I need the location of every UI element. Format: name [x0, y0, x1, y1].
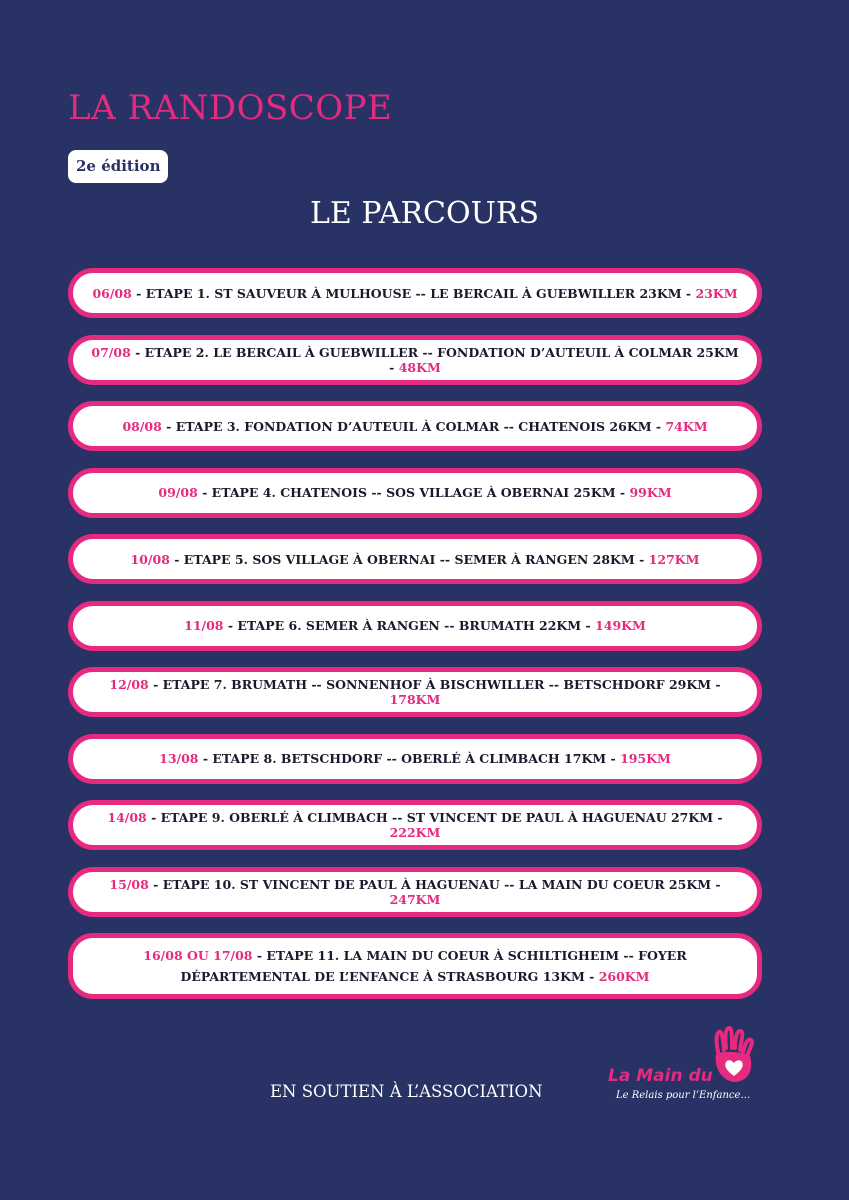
stage-cumulative-distance: 247KM — [389, 891, 441, 907]
stage-cumulative-distance: 99KM — [629, 485, 672, 500]
stage-cumulative-distance: 48KM — [398, 359, 441, 375]
stage-card-7: 12/08 - ETAPE 7. BRUMATH -- SONNENHOF À BISCHWILLER -- BETSCHDORF 29KM - 178KM — [68, 667, 762, 717]
stage-date: 08/08 — [122, 418, 162, 434]
stage-cumulative-distance: 74KM — [665, 418, 708, 434]
stage-card-9: 14/08 - ETAPE 9. OBERLÉ À CLIMBACH -- ST VINCENT DE PAUL À HAGUENAU 27KM - 222KM — [68, 800, 762, 850]
stage-description: ETAPE 7. BRUMATH -- SONNENHOF À BISCHWILLER -- BETSCHDORF 29KM — [162, 677, 712, 692]
stage-description: ETAPE 11. LA MAIN DU COEUR À SCHILTIGHEIM -- FOYER DÉPARTEMENTAL DE L’ENFANCE À STRASBOURG 13KM — [180, 948, 687, 984]
stage-card-4: 09/08 - ETAPE 4. CHATENOIS -- SOS VILLAGE À OBERNAI 25KM - 99KM — [68, 468, 762, 518]
stage-description: ETAPE 1. ST SAUVEUR À MULHOUSE -- LE BERCAIL À GUEBWILLER 23KM — [145, 285, 682, 301]
stage-date: 13/08 — [159, 751, 199, 766]
stage-card-2: 07/08 - ETAPE 2. LE BERCAIL À GUEBWILLER -- FONDATION D’AUTEUIL À COLMAR 25KM - 48KM — [68, 335, 762, 385]
stage-card-11: 16/08 OU 17/08 - ETAPE 11. LA MAIN DU COEUR À SCHILTIGHEIM -- FOYER DÉPARTEMENTAL DE L’ENFANCE À STRASBOURG 13KM - 260KM — [68, 933, 762, 999]
stage-description: ETAPE 2. LE BERCAIL À GUEBWILLER -- FONDATION D’AUTEUIL À COLMAR 25KM — [144, 344, 739, 360]
stage-description: ETAPE 3. FONDATION D’AUTEUIL À COLMAR -- CHATENOIS 26KM — [175, 418, 652, 434]
association-logo — [608, 1026, 758, 1110]
stage-date: 06/08 — [92, 285, 132, 301]
stage-date: 14/08 — [107, 810, 147, 825]
stage-date: 07/08 — [91, 344, 131, 360]
stage-date: 15/08 — [109, 876, 149, 892]
stage-date: 10/08 — [130, 551, 170, 567]
stage-date: 16/08 OU 17/08 — [143, 948, 253, 963]
page-title: LA RANDOSCOPE — [68, 88, 393, 128]
stage-date: 11/08 — [184, 618, 224, 633]
stage-description: ETAPE 5. SOS VILLAGE À OBERNAI -- SEMER À RANGEN 28KM — [183, 551, 635, 567]
stage-list — [68, 268, 762, 1016]
stage-description: ETAPE 6. SEMER À RANGEN -- BRUMATH 22KM — [237, 618, 582, 633]
stage-card-6: 11/08 - ETAPE 6. SEMER À RANGEN -- BRUMATH 22KM - 149KM — [68, 601, 762, 651]
section-heading: LE PARCOURS — [309, 196, 539, 231]
stage-cumulative-distance: 260KM — [598, 969, 650, 984]
logo-name: La Main du — [608, 1066, 713, 1086]
stage-cumulative-distance: 222KM — [389, 825, 441, 840]
stage-description: ETAPE 9. OBERLÉ À CLIMBACH -- ST VINCENT DE PAUL À HAGUENAU 27KM — [160, 810, 714, 825]
stage-cumulative-distance: 23KM — [695, 285, 738, 301]
stage-card-10: 15/08 - ETAPE 10. ST VINCENT DE PAUL À HAGUENAU -- LA MAIN DU COEUR 25KM - 247KM — [68, 867, 762, 917]
edition-badge: 2e édition — [68, 150, 168, 183]
stage-cumulative-distance: 178KM — [389, 692, 441, 707]
support-footer: EN SOUTIEN À L’ASSOCIATION — [270, 1082, 543, 1101]
stage-cumulative-distance: 127KM — [648, 551, 700, 567]
stage-description: ETAPE 8. BETSCHDORF -- OBERLÉ À CLIMBACH 17KM — [212, 751, 607, 766]
stage-date: 12/08 — [109, 677, 149, 692]
stage-cumulative-distance: 149KM — [595, 618, 646, 633]
stage-description: ETAPE 4. CHATENOIS -- SOS VILLAGE À OBERNAI 25KM — [211, 485, 616, 500]
hand-heart-icon — [710, 1026, 758, 1086]
stage-date: 09/08 — [158, 485, 198, 500]
logo-tagline: Le Relais pour l’Enfance… — [616, 1090, 751, 1101]
stage-card-8: 13/08 - ETAPE 8. BETSCHDORF -- OBERLÉ À CLIMBACH 17KM - 195KM — [68, 734, 762, 784]
stage-card-1: 06/08 - ETAPE 1. ST SAUVEUR À MULHOUSE -- LE BERCAIL À GUEBWILLER 23KM - 23KM — [68, 268, 762, 318]
stage-description: ETAPE 10. ST VINCENT DE PAUL À HAGUENAU -- LA MAIN DU COEUR 25KM — [162, 876, 712, 892]
stage-card-5: 10/08 - ETAPE 5. SOS VILLAGE À OBERNAI -- SEMER À RANGEN 28KM - 127KM — [68, 534, 762, 584]
stage-card-3: 08/08 - ETAPE 3. FONDATION D’AUTEUIL À COLMAR -- CHATENOIS 26KM - 74KM — [68, 401, 762, 451]
stage-cumulative-distance: 195KM — [620, 751, 671, 766]
